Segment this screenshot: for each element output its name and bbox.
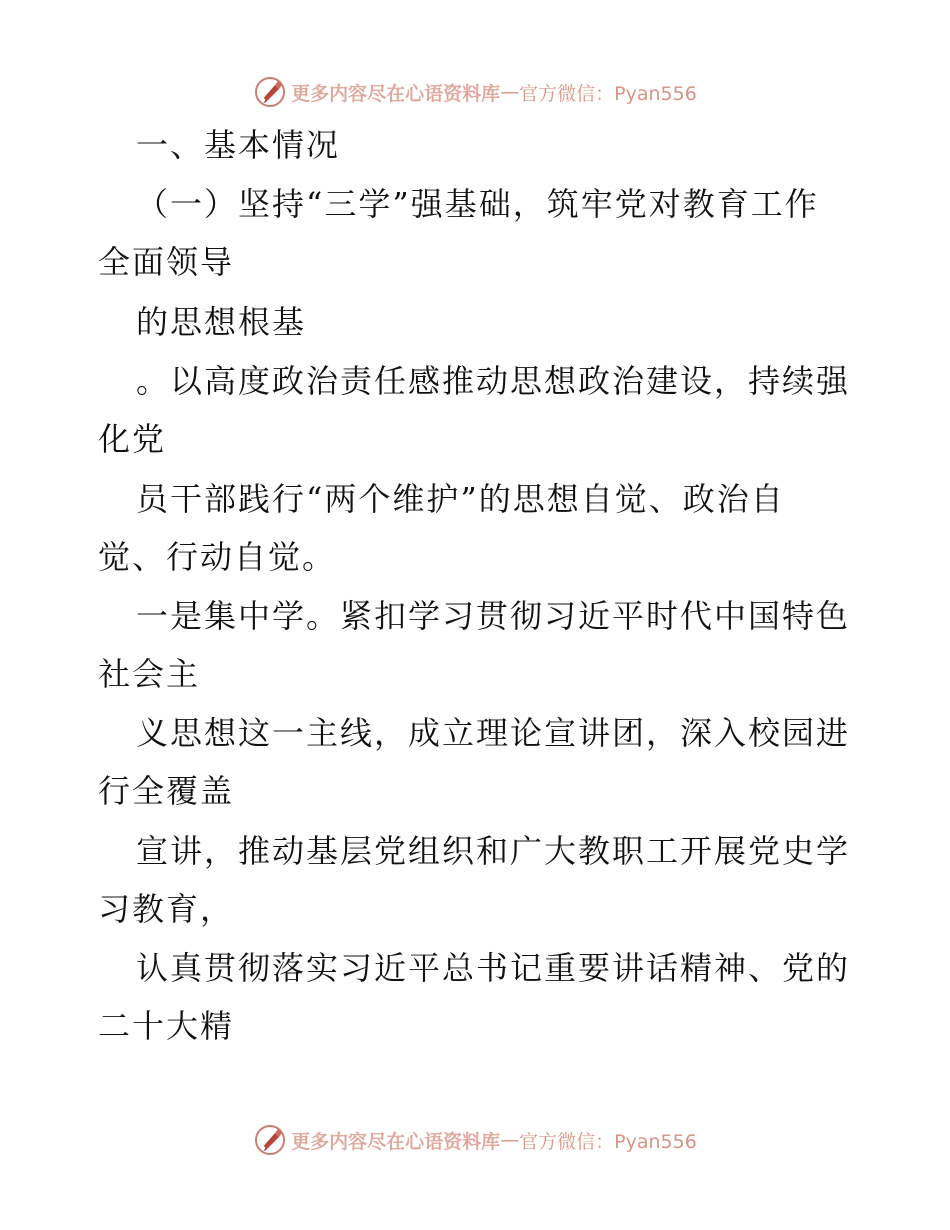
paragraph-line: （一）坚持“三学”强基础，筑牢党对教育工作 [136,185,819,223]
paragraph-line: 觉、行动自觉。 [98,538,337,576]
paragraph-line: 员干部践行“两个维护”的思想自觉、政治自 [136,480,785,518]
watermark-separator: — [500,1129,520,1151]
section-heading: 一、基本情况 [136,126,341,164]
paragraph-line: 。以高度政治责任感推动思想政治建设，持续强 [136,362,851,400]
paragraph-line: 习教育， [98,890,235,928]
paragraph-line: 义思想这一主线，成立理论宣讲团，深入校园进 [136,714,851,752]
pen-nib-icon [253,1123,287,1157]
watermark-wechat: 官方微信：Pyan556 [519,1130,697,1153]
footer-watermark [0,1120,950,1160]
paragraph-line: 一是集中学。紧扣学习贯彻习近平时代中国特色 [136,597,851,635]
paragraph-line: 认真贯彻落实习近平总书记重要讲话精神、党的 [136,949,851,987]
paragraph-line: 化党 [98,420,167,458]
paragraph-line: 行全覆盖 [98,772,235,810]
header-watermark [0,72,950,112]
watermark-wechat: 官方微信：Pyan556 [519,82,697,105]
watermark-brand: 更多内容尽在心语资料库 [291,82,501,105]
paragraph-line: 二十大精 [98,1007,235,1045]
pen-nib-icon [253,75,287,109]
paragraph-line: 全面领导 [98,243,235,281]
paragraph-line: 社会主 [98,655,201,693]
watermark-brand: 更多内容尽在心语资料库 [291,1130,501,1153]
paragraph-line: 的思想根基 [136,303,307,341]
watermark-separator: — [500,81,520,103]
paragraph-line: 宣讲，推动基层党组织和广大教职工开展党史学 [136,832,851,870]
